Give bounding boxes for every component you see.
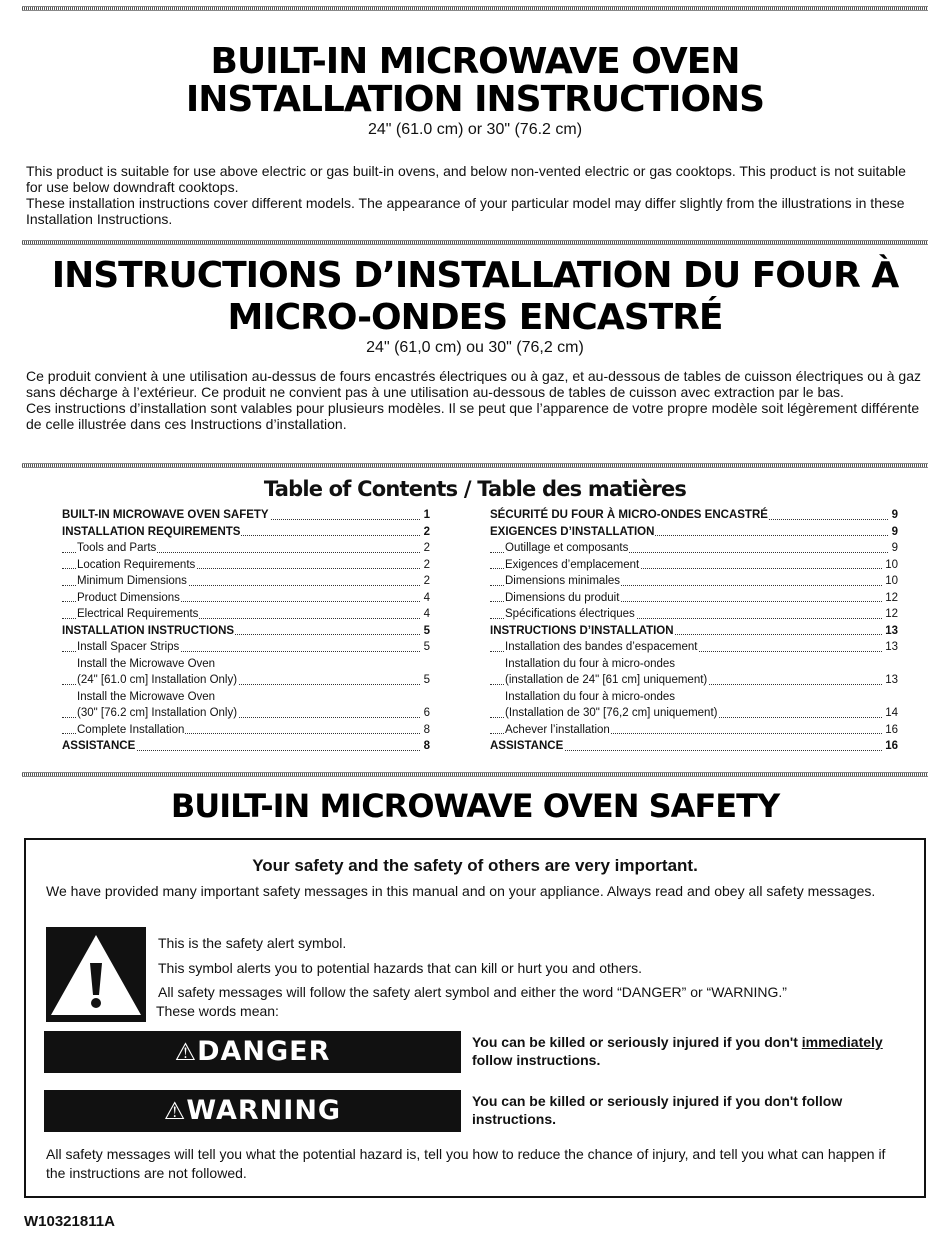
intro-fr-para1: Ce produit convient à une utilisation au-dessus de fours encastrés électriques ou à gaz, et au-dessous de tables de cuisson électriques ou à gaz sans décharge à l’extérieur. Ce produit ne convient pas à une utilisation au-dessous de tables de cuisson avec extraction par le bas.: [26, 368, 921, 400]
toc-entry-label: Dimensions minimales: [505, 575, 621, 587]
toc-entry-page: 4: [422, 590, 430, 607]
danger-description: [472, 1033, 917, 1069]
toc-entry-page: 13: [883, 672, 898, 689]
danger-banner: [44, 1031, 461, 1073]
toc-entry-label: INSTALLATION INSTRUCTIONS: [62, 624, 235, 637]
toc-entry-page: 9: [890, 524, 898, 541]
document-number: W10321811A: [24, 1213, 115, 1230]
toc-entry[interactable]: [62, 606, 430, 623]
alert-symbol-icon: ⚠: [163, 1097, 187, 1125]
toc-entry-page: 2: [422, 524, 430, 541]
title-fr-line2: MICRO-ONDES ENCASTRÉ: [227, 297, 723, 338]
toc-entry-page: 8: [422, 738, 430, 755]
toc-entry[interactable]: [490, 705, 898, 722]
toc-entry-label: ASSISTANCE: [490, 740, 564, 752]
toc-entry[interactable]: [490, 573, 898, 590]
alert-symbol-icon: ⚠: [174, 1038, 198, 1066]
warning-banner: [44, 1090, 461, 1132]
toc-entry[interactable]: [62, 573, 430, 590]
toc-entry-label: Location Requirements: [77, 558, 196, 571]
toc-entry[interactable]: [62, 722, 430, 739]
toc-entry-label: Install the Microwave Oven: [77, 690, 216, 703]
toc-entry[interactable]: [62, 738, 430, 755]
toc-entry-page: 5: [422, 672, 430, 689]
toc-entry-label: Dimensions du produit: [505, 591, 620, 604]
toc-entry-page: 9: [890, 507, 898, 524]
toc-entry-label: INSTALLATION REQUIREMENTS: [62, 525, 241, 538]
sizes-fr: 24" (61,0 cm) ou 30" (76,2 cm): [366, 339, 584, 356]
toc-entry[interactable]: [62, 705, 430, 722]
toc-entry[interactable]: [490, 540, 898, 557]
toc-entry-page: 2: [422, 557, 430, 574]
toc-right-column: [490, 507, 898, 755]
toc-entry[interactable]: [490, 722, 898, 739]
toc-entry-page: 1: [422, 507, 430, 524]
toc-entry-page: 16: [883, 722, 898, 739]
toc-entry[interactable]: [490, 689, 898, 706]
safety-intro: We have provided many important safety messages in this manual and on your appliance. Always read and obey all safety messages.: [46, 883, 876, 899]
toc-entry-label: Achever l’installation: [505, 723, 610, 736]
toc-entry-label: Install Spacer Strips: [77, 641, 180, 653]
toc-entry[interactable]: [490, 557, 898, 574]
toc-entry[interactable]: [490, 623, 898, 640]
safety-heading: Your safety and the safety of others are very important.: [252, 856, 698, 875]
divider-1: [22, 240, 928, 245]
intro-fr-para2: Ces instructions d’installation sont valables pour plusieurs modèles. Il se peut que l’apparence de votre propre modèle soit légèrement différente de celle illustrée dans ces Instructions d’installation.: [26, 400, 920, 432]
symbol-line-4: These words mean:: [156, 1003, 279, 1019]
toc-entry-page: 13: [883, 623, 898, 640]
toc-entry[interactable]: [62, 656, 430, 673]
danger-text-post: follow instructions.: [472, 1052, 601, 1068]
toc-entry-page: 4: [422, 606, 430, 623]
toc-entry-label: (24" [61.0 cm] Installation Only): [77, 674, 238, 686]
safety-box: [24, 838, 926, 1198]
toc-left-column: [62, 507, 430, 755]
toc-entry[interactable]: [490, 738, 898, 755]
toc-entry-page: 5: [422, 639, 430, 656]
danger-label: DANGER: [197, 1036, 331, 1067]
danger-text-emphasis: immediately: [801, 1034, 883, 1050]
toc-entry-page: 13: [883, 639, 898, 656]
toc-entry-label: Installation du four à micro-ondes: [505, 657, 676, 670]
symbol-line-1: This is the safety alert symbol.: [158, 935, 347, 951]
toc-entry[interactable]: [490, 656, 898, 673]
toc-title: Table of Contents / Table des matières: [263, 477, 687, 501]
toc-entry-page: 2: [422, 573, 430, 590]
toc-entry-label: Outillage et composants: [505, 542, 629, 554]
toc-entry[interactable]: [62, 524, 430, 541]
toc-entry[interactable]: [62, 623, 430, 640]
toc-entry[interactable]: [490, 606, 898, 623]
title-en-line1: BUILT-IN MICROWAVE OVEN: [210, 41, 740, 82]
toc-entry-page: 8: [422, 722, 430, 739]
toc-entry-label: Exigences d’emplacement: [505, 558, 640, 571]
warning-label: WARNING: [186, 1095, 342, 1126]
top-divider: [22, 6, 928, 11]
toc-entry-page: 12: [883, 590, 898, 607]
toc-entry-label: Minimum Dimensions: [77, 575, 187, 587]
toc-entry[interactable]: [490, 507, 898, 524]
toc-entry[interactable]: [490, 639, 898, 656]
toc-entry[interactable]: [490, 590, 898, 607]
safety-alert-icon: [46, 927, 146, 1022]
title-en-line2: INSTALLATION INSTRUCTIONS: [185, 79, 765, 120]
toc-entry-page: 12: [883, 606, 898, 623]
toc-entry-page: 9: [890, 540, 898, 557]
toc-entry-label: Complete Installation: [77, 723, 185, 736]
toc-entry-label: INSTRUCTIONS D’INSTALLATION: [490, 624, 674, 637]
toc-entry-page: 16: [883, 738, 898, 755]
divider-2: [22, 463, 928, 468]
toc-entry-page: 10: [883, 573, 898, 590]
intro-en-para1: This product is suitable for use above electric or gas built-in ovens, and below non-vented electric or gas cooktops. This product is not suitable for use below downdraft cooktops.: [26, 163, 906, 195]
toc-entry[interactable]: [62, 507, 430, 524]
toc-entry-label: BUILT-IN MICROWAVE OVEN SAFETY: [62, 509, 269, 521]
toc-entry[interactable]: [62, 689, 430, 706]
danger-text-pre: You can be killed or seriously injured if you don't: [472, 1034, 802, 1050]
toc-entry[interactable]: [62, 590, 430, 607]
toc-entry-label: ASSISTANCE: [62, 740, 136, 752]
symbol-line-2: This symbol alerts you to potential hazards that can kill or hurt you and others.: [158, 960, 643, 976]
toc-entry-label: EXIGENCES D’INSTALLATION: [490, 525, 655, 538]
toc-entry-label: Tools and Parts: [77, 542, 157, 554]
toc-entry[interactable]: [62, 540, 430, 557]
toc-entry[interactable]: [62, 672, 430, 689]
intro-en-para2: These installation instructions cover different models. The appearance of your particular model may differ slightly from the illustrations in these Installation Instructions.: [26, 195, 905, 227]
toc-entry-label: Spécifications électriques: [505, 608, 635, 620]
intro-fr: [26, 368, 926, 432]
toc-entry-label: SÉCURITÉ DU FOUR À MICRO-ONDES ENCASTRÉ: [490, 509, 768, 521]
toc-entry[interactable]: [490, 524, 898, 541]
toc-entry-label: Install the Microwave Oven: [77, 657, 216, 670]
toc-entry-page: 6: [422, 705, 430, 722]
intro-en: [26, 163, 926, 227]
toc-entry-label: Electrical Requirements: [77, 608, 199, 620]
toc-entry[interactable]: [62, 639, 430, 656]
sizes-en: 24" (61.0 cm) or 30" (76.2 cm): [367, 121, 583, 138]
toc-entry-label: Installation du four à micro-ondes: [505, 690, 676, 703]
divider-3: [22, 772, 928, 777]
toc-entry-page: 2: [422, 540, 430, 557]
toc-entry[interactable]: [490, 672, 898, 689]
title-fr-line1: INSTRUCTIONS D’INSTALLATION DU FOUR À: [51, 255, 899, 296]
toc-entry-page: 10: [883, 557, 898, 574]
warning-description: You can be killed or seriously injured if you don't follow instructions.: [472, 1093, 843, 1127]
toc-entry-label: (installation de 24" [61 cm] uniquement): [505, 674, 708, 686]
symbol-line-3: All safety messages will follow the safety alert symbol and either the word “DANGER” or “WARNING.”: [158, 984, 787, 1000]
toc-entry-page: 14: [883, 705, 898, 722]
toc-entry-label: (Installation de 30" [76,2 cm] uniquement): [505, 707, 718, 719]
toc-entry-label: Installation des bandes d’espacement: [505, 641, 698, 653]
toc-entry[interactable]: [62, 557, 430, 574]
toc-entry-label: (30" [76.2 cm] Installation Only): [77, 707, 238, 719]
safety-section-title: BUILT-IN MICROWAVE OVEN SAFETY: [170, 787, 780, 825]
toc-entry-label: Product Dimensions: [77, 591, 180, 604]
toc-entry-page: 5: [422, 623, 430, 640]
safety-footer: All safety messages will tell you what the potential hazard is, tell you how to reduce the chance of injury, and tell you what can happen if the instructions are not followed.: [46, 1146, 886, 1181]
